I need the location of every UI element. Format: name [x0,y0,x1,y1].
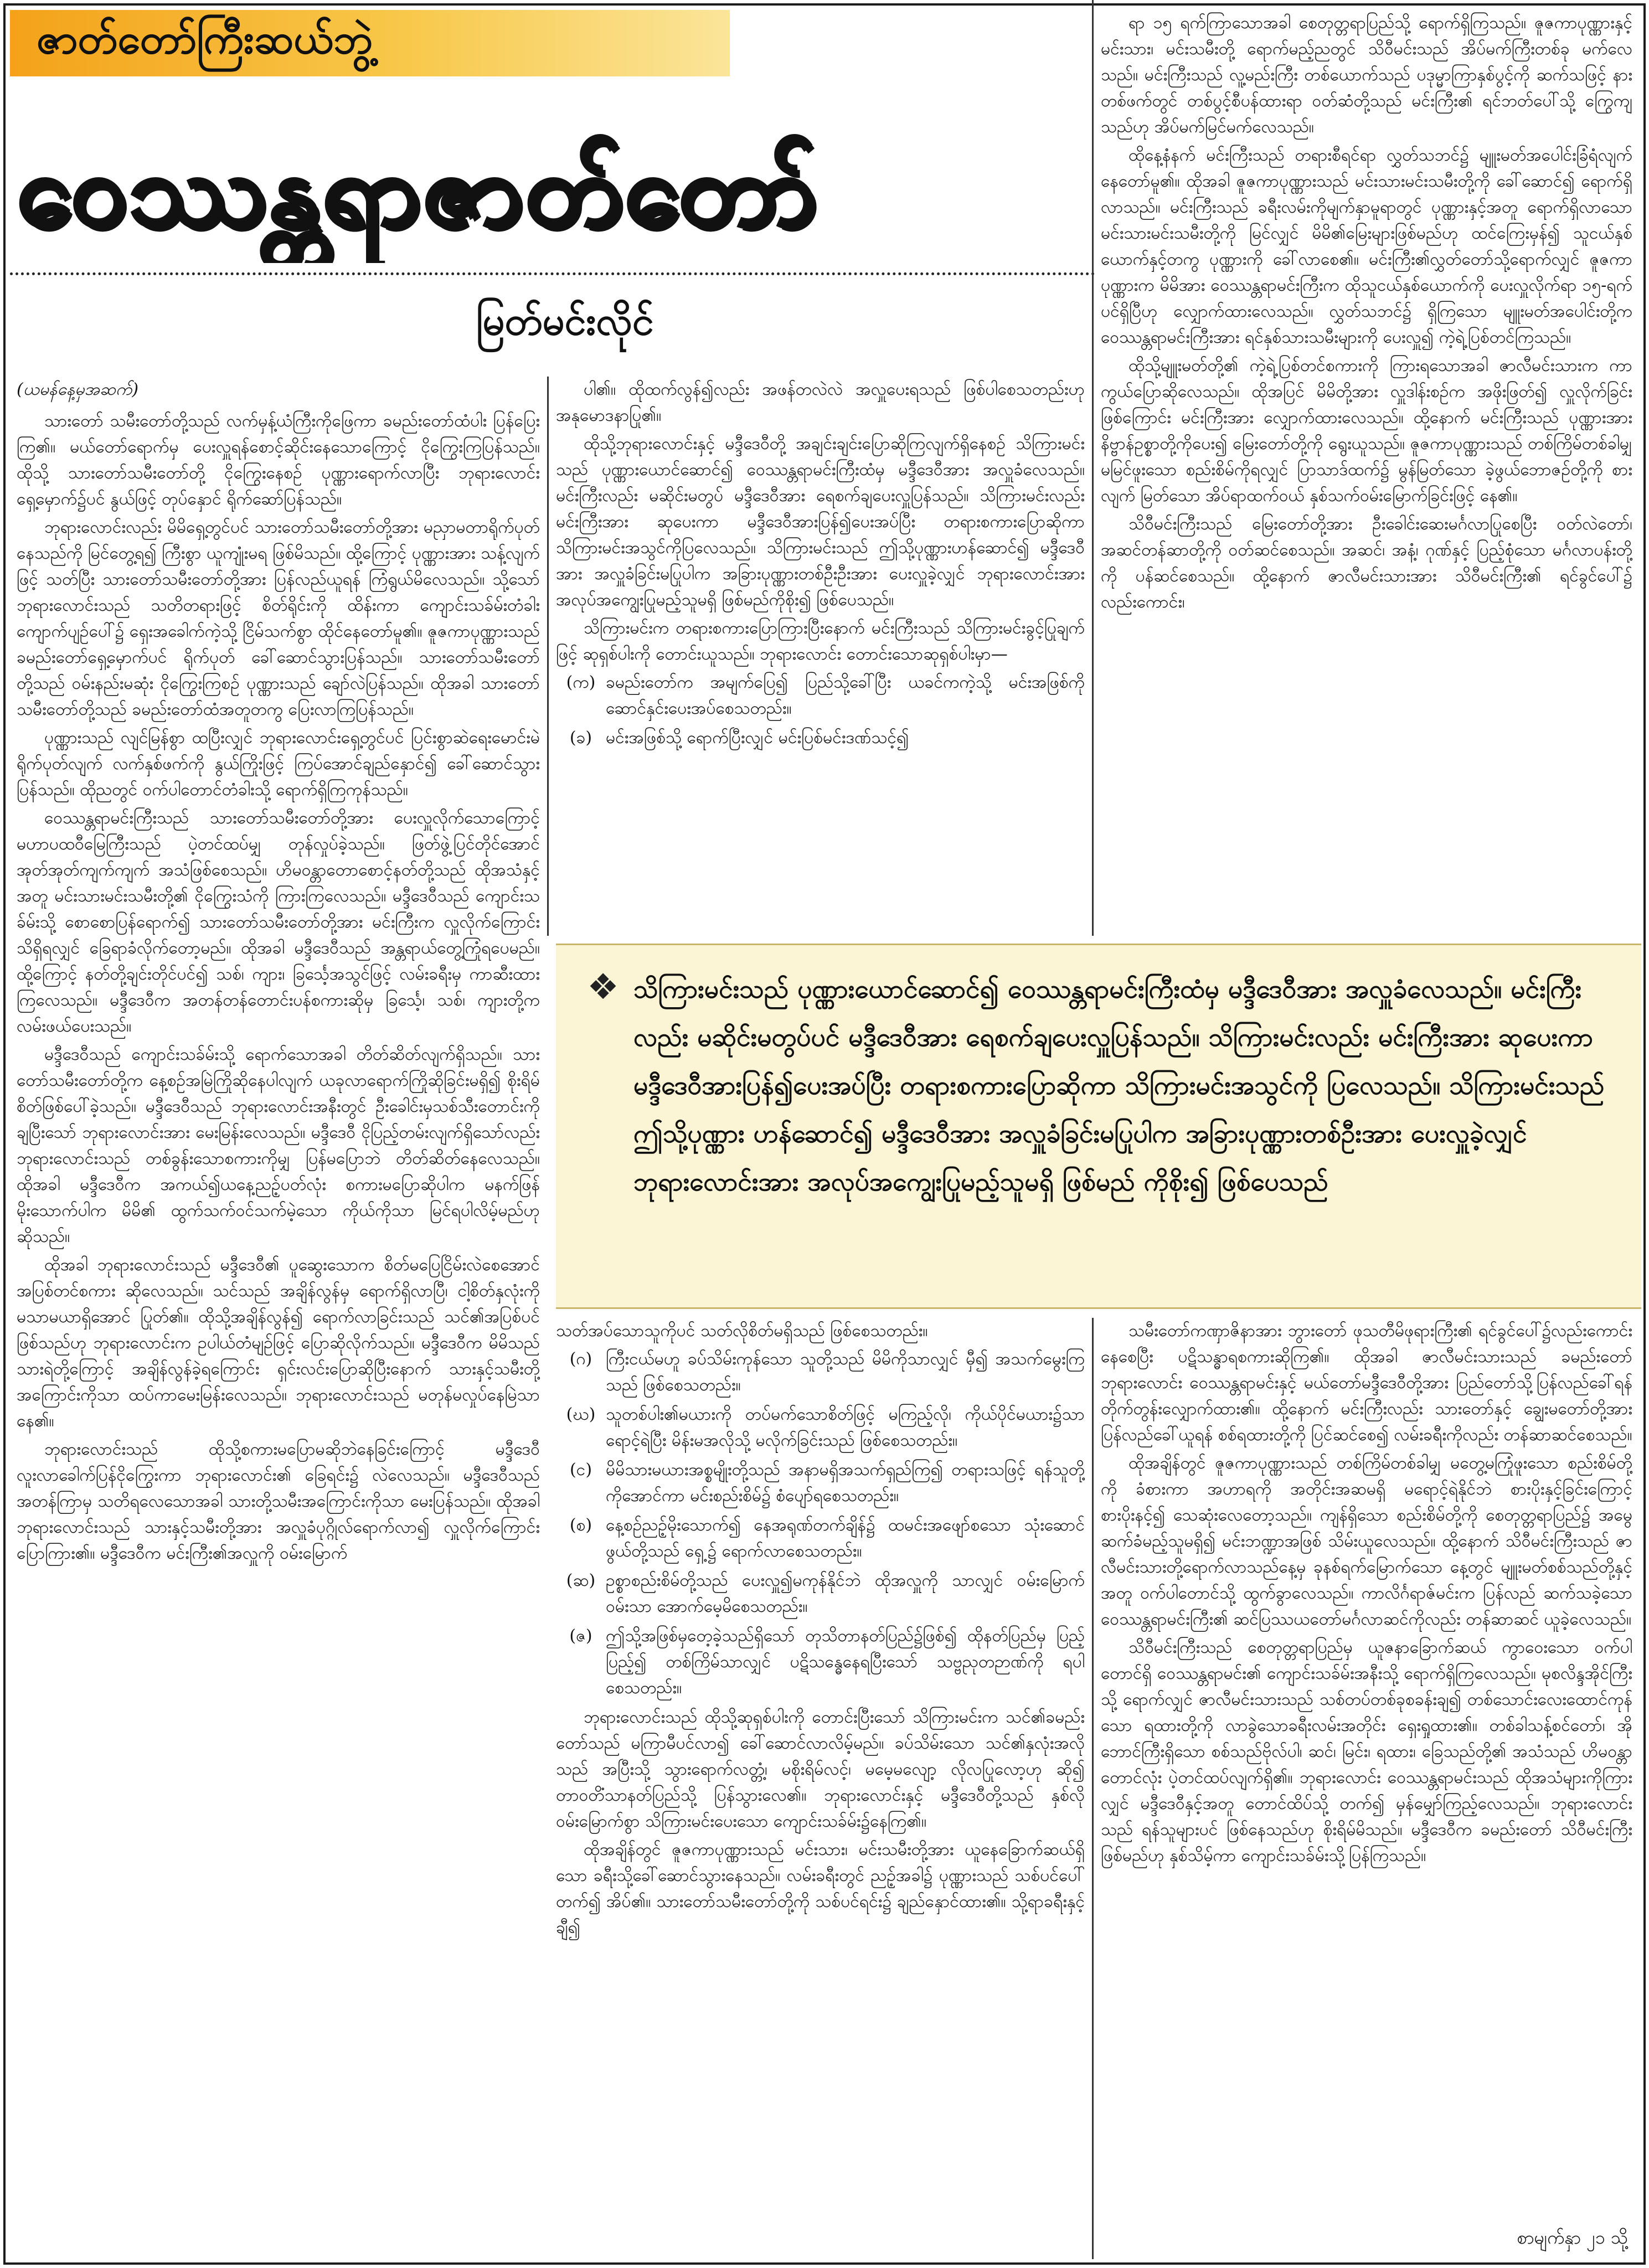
paragraph: သားတော် သမီးတော်တို့သည် လက်မှန့်ယံကြီးကိုဖြေကာ ခမည်းတော်ထံပါး ပြန်ပြေးကြ၏။ မယ်တော်ရောက်မှ ပေးလှူရန်စောင့်ဆိုင်းနေသောကြောင့် ငိုကြွေးကြပြန်သည်။ ထိုသို့ သားတော်သမီးတော်တို့ ငိုကြွေးနေစဉ် ပုဏ္ဏားရောက်လာပြီး ဘုရားလောင်းရှေ့မှောက်၌ပင် နွယ်ဖြင့် တုပ်နှောင် ရိုက်ဆော်ပြန်သည်။ [17,411,540,509]
list-item-text: မိမိသားမယားအစ္စမျိုးတို့သည် အနာမရှိအသက်ရှည်ကြ၍ တရားသဖြင့် ရန်သူတို့ကိုအောင်ကာ မင်းစည်းစိမ်၌ စံပျော်ရစေသတည်း။ [606,1460,1085,1506]
series-label: ဇာတ်တော်ကြီးဆယ်ဘွဲ့ [37,15,373,63]
paragraph: မဒ္ဒီဒေဝီသည် ကျောင်းသခ်မ်းသို့ ရောက်သောအခါ တိတ်ဆိတ်လျက်ရှိသည်။ သားတော်သမီးတော်တို့က နေ့စဉ်အမြဲကြိုဆိုနေပါလျက် ယခုလာရောက်ကြိုဆိုခြင်းမရှိ၍ စိုးရိမ်စိတ်ဖြစ်ပေါ်ခဲ့သည်။ မဒ္ဒီဒေဝီသည် ဘုရားလောင်းအနီးတွင် ဦးခေါင်းမှသစ်သီးတောင်းကို ချပြီးသော် ဘုရားလောင်းအား မေးမြန်းလေသည်။ မဒ္ဒီဒေဝီ ငိုပြည့်တမ်းလျက်ရှိသော်လည်း ဘုရားလောင်းသည် တစ်ခွန်းသောစကားကိုမျှ ပြန်မပြောဘဲ တိတ်ဆိတ်နေလေသည်။ ထိုအခါ မဒ္ဒီဒေဝီက အကယ်၍ယနေ့ညဉ့်ပတ်လုံး စကားမပြောဆိုပါက မနက်ဖြန်မိုးသောက်ပါက မိမိ၏ ထွက်သက်ဝင်သက်မဲ့သော ကိုယ်ကိုသာ မြင်ရပါလိမ့်မည်ဟု ဆိုသည်။ [17,1045,540,1246]
column-divider [1092,0,1094,936]
paragraph: ပုဏ္ဏားသည် လျင်မြန်စွာ ထပြီးလျှင် ဘုရားလောင်းရှေ့တွင်ပင် ပြင်းစွာဆဲရေးမောင်းမဲ ရိုက်ပုတ်လျက် လက်နှစ်ဖက်ကို နွယ်ကြိုးဖြင့် ကြပ်အောင်ချည်နှောင်၍ ခေါ်ဆောင်သွားပြန်သည်။ ထိုညတွင် ဝက်ပါတောင်တံခါးသို့ ရောက်ရှိကြကုန်သည်။ [17,728,540,800]
column-2-lower [556,1318,1085,2259]
column-divider [547,377,549,936]
list-item-label: (ဂ) [569,1349,592,1369]
list-item [556,1457,1085,1509]
paragraph: သတ်အပ်သောသူကိုပင် သတ်လိုစိတ်မရှိသည် ဖြစ်စေသတည်း။ [556,1321,928,1341]
list-item-label: (ဇ) [569,1626,592,1646]
paragraph: ဝေဿန္တရာမင်းကြီးသည် သားတော်သမီးတော်တို့အား ပေးလှူလိုက်သောကြောင့် မဟာပထဝီမြေကြီးသည် ပဲ့တင်ထပ်မျှ တုန်လှုပ်ခဲ့သည်။ ဖြတ်ဖွဲ့ပြင်တိုင်အောင် အုတ်အုတ်ကျက်ကျက် အသံဖြစ်စေသည်။ ဟိမဝန္တာတောစောင့်နတ်တို့သည် ထိုအသံနှင့်အတူ မင်းသားမင်းသမီးတို့၏ ငိုကြွေးသံကို ကြားကြလေသည်။ မဒ္ဒီဒေဝီသည် ကျောင်းသခ်မ်းသို့ စောစောပြန်ရောက်၍ သားတော်သမီးတော်တို့အား မင်းကြီးက လှူလိုက်ကြောင်း သိရှိရလျှင် ခြေရာခံလိုက်တော့မည်။ ထိုအခါ မဒ္ဒီဒေဝီသည် အန္တရာယ်တွေ့ကြုံရပေမည်။ ထို့ကြောင့် နတ်တို့ချင်းတိုင်ပင်၍ သစ်၊ ကျား၊ ခြင်္သေ့အသွင်ဖြင့် လမ်းခရီးမှ ကာဆီးထားကြလေသည်။ မဒ္ဒီဒေဝီက အတန်တန်တောင်းပန်စကားဆိုမှ ခြင်္သေ့၊ သစ်၊ ကျားတို့က လမ်းဖယ်ပေးသည်။ [17,808,540,1036]
paragraph: သိဝီမင်းကြီးသည် စေတုတ္တရာပြည်မှ ယူဇနာခြောက်ဆယ် ကွာဝေးသော ဝက်ပါတောင်ရှိ ဝေဿန္တရာမင်း၏ ကျောင်းသခ်မ်းအနီးသို့ ရောက်ရှိကြလေသည်။ မုစလိန္ဒအိုင်ကြီးသို့ ရောက်လျှင် ဇာလီမင်းသားသည် သစ်တပ်တစ်ခုစခန်းချ၍ တစ်သောင်းလေးထောင်ကုန်သော ရထားတို့ကို လာခွဲသောခရီးလမ်းအတိုင်း ရှေးရှုထား၏။ တစ်ခါသန့်စင်တော်၊ အိုဘောင်ကြီးရှိသော စစ်သည်ဗိုလ်ပါ၊ ဆင်၊ မြင်း၊ ရထား၊ ခြေသည်တို့၏ အသံသည် ဟိမဝန္တာတောင်လုံး ပဲ့တင်ထပ်လျက်ရှိ၏။ ဘုရားလောင်း ဝေဿန္တရာမင်းသည် ထိုအသံများကိုကြားလျှင် မဒ္ဒီဒေဝီနှင့်အတူ တောင်ထိပ်သို့ တက်၍ မှန်မျှော်ကြည့်လေသည်။ ဘုရားလောင်းသည် ရန်သူများပင် ဖြစ်နေသည်ဟု စိုးရိမ်မိသည်။ မဒ္ဒီဒေဝီက ခမည်းတော် သိဝီမင်းကြီး ဖြစ်မည်ဟု နှစ်သိမ့်ကာ ကျောင်းသခ်မ်းသို့ပြန်ကြသည်။ [1101,1638,1632,1865]
list-item-label: (ဃ) [566,1405,596,1424]
list-item-label: (က) [566,673,596,692]
author-byline: မြတ်မင်းလိုင် [476,298,654,344]
list-item-text: ကြီးငယ်မဟူ ခပ်သိမ်းကုန်သော သူတို့သည် မိမိကိုသာလျှင် မှီ၍ အသက်မွေးကြသည် ဖြစ်စေသတည်း။ [606,1349,1085,1395]
pull-quote [556,944,1641,1309]
list-item [556,1568,1085,1620]
list-item [556,725,1085,751]
list-item [556,1623,1085,1701]
paragraph: ဘုရားလောင်းလည်း မိမိရှေ့တွင်ပင် သားတော်သမီးတော်တို့အား မညှာမတာရိုက်ပုတ်နေသည်ကို မြင်တွေ့ရ၍ ကြီးစွာ ယူကျုံးမရ ဖြစ်မိသည်။ ထို့ကြောင့် ပုဏ္ဏားအား သန့်လျက်ဖြင့် သတ်ပြီး သားတော်သမီးတော်တို့အား ပြန်လည်ယူရန် ကြံရွယ်မိလေသည်။ သို့သော် ဘုရားလောင်းသည် သတိတရားဖြင့် စိတ်ရိုင်းကို ထိန်းကာ ကျောင်းသခ်မ်းတံခါး ကျောက်ပျဉ်ပေါ်၌ ရှေးအခေါက်ကဲ့သို့ ငြိမ်သက်စွာ ထိုင်နေတော်မူ၏။ ဇူဇကာပုဏ္ဏားသည် ခမည်းတော်ရှေ့မှောက်ပင် ရိုက်ပုတ် ခေါ်ဆောင်သွားပြန်သည်။ သားတော်သမီးတော်တို့သည် ဝမ်းနည်းမဆုံး ငိုကြွေးကြစဉ် ပုဏ္ဏားသည် ချော်လဲပြန်သည်။ ထိုအခါ သားတော်သမီးတော်တို့သည် ခမည်းတော်ထံအတူတကွ ပြေးလာကြပြန်သည်။ [17,518,540,719]
article-title: ဝေဿန္တရာဇာတ်တော် [17,133,819,249]
list-item-label: (စ) [569,1516,592,1535]
column-3 [1101,10,1632,935]
paragraph: သမီးတော်ကဏှာဇိနာအား ဘွားတော် ဖုသတီမိဖုရားကြီး၏ ရင်ခွင်ပေါ်၌လည်းကောင်းနေစေပြီး ပဋိသန္ဓာရစကားဆိုကြ၏။ ထိုအခါ ဇာလီမင်းသားသည် ခမည်းတော်ဘုရားလောင်း ဝေဿန္တရာမင်းနှင့် မယ်တော်မဒ္ဒီဒေဝီတို့အား ပြည်တော်သို့ပြန်လည်ခေါ်ရန် တိုက်တွန်းလျှောက်ထား၏။ ထို့နောက် မင်းကြီးလည်း သားတော်နှင့် ချွေးမတော်တို့အား ပြန်လည်ခေါ်ယူရန် စစ်ရထားတို့ကို ပြင်ဆင်စေ၍ လမ်းခရီးကိုလည်း တန်ဆာဆင်စေသည်။ [1101,1321,1632,1445]
wish-list [556,669,1085,751]
paragraph: သိကြားမင်းက တရားစကားပြောကြားပြီးနောက် မင်းကြီးသည် သိကြားမင်းခွင့်ပြုချက်ဖြင့် ဆုရှစ်ပါးကို တောင်းယူသည်။ ဘုရားလောင်း တောင်းသောဆုရှစ်ပါးမှာ— [556,618,1085,664]
list-item-text: ခမည်းတော်က အမျက်ပြေ၍ ပြည်သို့ခေါ်ပြီး ယခင်ကကဲ့သို့ မင်းအဖြစ်ကို ဆောင်နှင်းပေးအပ်စေသတည်း။ [606,673,1085,718]
paragraph: ထိုအခါ ဘုရားလောင်းသည် မဒ္ဒီဒေဝီ၏ ပူဆွေးသောက စိတ်မပြေငြိမ်းလဲစေအောင် အပြစ်တင်စကား ဆိုလေသည်။ သင်သည် အချိန်လွန်မှ ရောက်ရှိလာပြီ၊ ငါ့စိတ်နှလုံးကို မသာမယာရှိအောင် ပြုတ်၏။ ထိုသို့အချိန်လွန်၍ ရောက်လာခြင်းသည် သင်၏အပြစ်ပင် ဖြစ်သည်ဟု ဘုရားလောင်းက ဥပါယ်တံမျဉ်ဖြင့် ပြောဆိုလိုက်သည်။ မဒ္ဒီဒေဝီက မိမိသည် သားရဲတို့ကြောင့် အချိန်လွန်ခဲ့ရကြောင်း ရှင်းလင်းပြောဆိုပြီးနောက် သားနှင့်သမီးတို့အကြောင်းကိုသာ ထပ်ကာမေးမြန်းလေသည်။ ဘုရားလောင်းသည် မတုန်မလှုပ်နေမြဲသာနေ၏။ [17,1255,540,1431]
diamond-bullet-icon: ❖ [587,967,619,1008]
paragraph: သိဝီမင်းကြီးသည် မြေးတော်တို့အား ဦးခေါင်းဆေးမင်္ဂလာပြုစေပြီး ဝတ်လဲတော်၊ အဆင်တန်ဆာတို့ကို ဝတ်ဆင်စေသည်။ အဆင်၊ အနံ့၊ ဂုဏ်နှင့် ပြည့်စုံသော မင်္ဂလာပန်းတို့ကို ပန်ဆင်စေသည်။ ထို့နောက် ဇာလီမင်းသားအား သိဝီမင်းကြီး၏ ရင်ခွင်ပေါ်၌ လည်းကောင်း၊ [1101,514,1632,612]
list-item-label: (ဆ) [566,1571,596,1590]
list-item [556,1401,1085,1453]
paragraph: ဘုရားလောင်းသည် ထိုသို့စကားမပြောမဆိုဘဲနေခြင်းကြောင့် မဒ္ဒီဒေဝီ လူးလာခေါက်ပြန်ငိုကြွေးကာ ဘုရားလောင်း၏ ခြေရင်း၌ လဲလေသည်။ မဒ္ဒီဒေဝီသည် အတန်ကြာမှ သတိရလေသောအခါ သားတို့သမီးအကြောင်းကိုသာ မေးပြန်သည်။ ထိုအခါ ဘုရားလောင်းသည် သားနှင့်သမီးတို့အား အလှူခံပုဂ္ဂိုလ်ရောက်လာ၍ လှူလိုက်ကြောင်း ပြောကြား၏။ မဒ္ဒီဒေဝီက မင်းကြီး၏အလှူကို ဝမ်းမြောက် [17,1440,540,1563]
list-item-label: (င) [569,1460,592,1480]
series-label-banner [10,10,730,76]
list-item-text: မင်းအဖြစ်သို့ ရောက်ပြီးလျှင် မင်းပြစ်မင်းဒဏ်သင့်၍ [606,728,909,748]
list-item [556,669,1085,721]
list-item-label: (ခ) [569,728,592,748]
list-item [556,1346,1085,1398]
column-2 [556,377,1085,936]
paragraph: ရာ ၁၅ ရက်ကြာသောအခါ စေတုတ္တရာပြည်သို့ ရောက်ရှိကြသည်။ ဇူဇကာပုဏ္ဏားနှင့် မင်းသား၊ မင်းသမီးတို့ ရောက်မည့်ညတွင် သိဝီမင်းသည် အိပ်မက်ကြီးတစ်ခု မက်လေသည်။ မင်းကြီးသည် လူ့မည်းကြီး တစ်ယောက်သည် ပဒုမ္မာကြာနှစ်ပွင့်ကို ဆက်သဖြင့် နားတစ်ဖက်တွင် တစ်ပွင့်စီပန်ထားရာ ဝတ်ဆံတို့သည် မင်းကြီး၏ ရင်ဘတ်ပေါ်သို့ ကြွေကျသည်ဟု အိပ်မက်မြင်မက်လေသည်။ [1101,13,1632,137]
pull-quote-text: သိကြားမင်းသည် ပုဏ္ဏားယောင်ဆောင်၍ ဝေဿန္တရာမင်းကြီးထံမှ မဒ္ဒီဒေဝီအား အလှူခံလေသည်။ မင်းကြီးလည်း မဆိုင်းမတွပ်ပင် မဒ္ဒီဒေဝီအား ရေစက်ချပေးလှူပြန်သည်။ သိကြားမင်းလည်း မင်းကြီးအား ဆုပေးကာ မဒ္ဒီဒေဝီအားပြန်၍ပေးအပ်ပြီး တရားစကားပြောဆိုကာ သိကြားမင်းအသွင်ကို ပြလေသည်။ သိကြားမင်းသည် ဤသို့ပုဏ္ဏား ဟန်ဆောင်၍ မဒ္ဒီဒေဝီအား အလှူခံခြင်းမပြုပါက အခြားပုဏ္ဏားတစ်ဦးအား ပေးလှူခဲ့လျှင် ဘုရားလောင်းအား အလုပ်အကျွေးပြုမည့်သူမရှိ ဖြစ်မည် ကိုစိုး၍ ဖြစ်ပေသည် [633,974,1605,1197]
paragraph: ထိုအချိန်တွင် ဇူဇကာပုဏ္ဏားသည် တစ်ကြိမ်တစ်ခါမျှ မတွေ့မကြုံဖူးသော စည်းစိမ်တို့ကို ခံစားကာ အဟာရကို အတိုင်းအဆမရှိ မရောင့်ရဲနိုင်ဘဲ စားပိုးနှင့်ခြင်းကြောင့် စားပိုးနင့်၍ သေဆုံးလေတော့သည်။ ကျန်ရှိသော စည်းစိမ်တို့ကို စေတုတ္တရာပြည်၌ အမွေဆက်ခံမည့်သူမရှိ၍ မင်းဘဏ္ဍာအဖြစ် သိမ်းယူလေသည်။ ထို့နောက် သိဝီမင်းကြီးသည် ဇာလီမင်းသားတို့ရောက်လာသည်နေ့မှ ခုနစ်ရက်မြောက်သော နေ့တွင် မျူးမတ်စစ်သည်တို့နှင့်အတူ ဝက်ပါတောင်သို့ ထွက်ခွာလေသည်။ ကာလိင်္ဂရာဇ်မင်းက ပြန်လည် ဆက်သခဲ့သော ဝေဿန္တရာမင်းကြီး၏ ဆင်ပြဿယတော်မင်္ဂလာဆင်ကိုလည်း တန်ဆာဆင် ယူခဲ့လေသည်။ [1101,1453,1632,1629]
column-divider [1092,1318,1094,2259]
continued-on-page: စာမျက်နှာ ၂၁ သို့ [1517,2227,1628,2248]
list-item-text: ဤသို့အဖြစ်မှတေ့ခဲ့သည်ရှိသော် တုသိတာနတ်ပြည်၌ဖြစ်၍ ထိုနတ်ပြည်မှ ပြည့်ပြည့်၍ တစ်ကြိမ်သာလျှင် ပဋိသန္ဓေနေရပြီးသော် သဗ္ဗညုတဉာဏ်ကို ရပါစေသတည်း။ [606,1626,1085,1698]
list-item-text: ဥစ္စာစည်းစိမ်တို့သည် ပေးလှူ၍မကုန်နိုင်ဘဲ ထိုအလှူကို သာလျှင် ဝမ်းမြောက်ဝမ်းသာ အောက်မေ့မိစေသတည်း။ [606,1571,1085,1616]
wish-list [556,1346,1085,1701]
paragraph: ထိုနေ့နံနက် မင်းကြီးသည် တရားစီရင်ရာ လွှတ်သဘင်၌ မျူးမတ်အပေါင်းခြံရံလျက် နေတော်မူ၏။ ထိုအခါ ဇူဇကာပုဏ္ဏားသည် မင်းသားမင်းသမီးတို့ကို ခေါ်ဆောင်၍ ရောက်ရှိလာသည်။ မင်းကြီးသည် ခရီးလမ်းကိုမျက်နှာမူရာတွင် ပုဏ္ဏားနှင့်အတူ ရောက်ရှိလာသော မင်းသားမင်းသမီးတို့ကို မြင်လျှင် မိမိ၏မြေးများဖြစ်မည်ဟု ထင်ကြေးမှန်၍ သူငယ်နှစ်ယောက်နှင့်တကွ ပုဏ္ဏားကို ခေါ်လာစေ၏။ မင်းကြီး၏လွှတ်တော်သို့ရောက်လျှင် ဇူဇကာပုဏ္ဏားက မိမိအား ဝေဿန္တရာမင်းကြီးက ထိုသူငယ်နှစ်ယောက်ကို ပေးလှူလိုက်ရာ ၁၅-ရက်ပင်ရှိပြီဟု လျှောက်ထားလေသည်။ လွှတ်သဘင်၌ ရှိကြသော မျူးမတ်အပေါင်းတို့က ဝေဿန္တရာမင်းကြီးအား ရင်နှစ်သားသမီးများကို ပေးလှူ၍ ကဲ့ရဲ့ပြစ်တင်ကြသည်။ [1101,146,1632,347]
paragraph: ထိုသို့မျူးမတ်တို့၏ ကဲ့ရဲ့ပြစ်တင်စကားကို ကြားရသောအခါ ဇာလီမင်းသားက ကာကွယ်ပြောဆိုလေသည်။ ထိုအပြင် မိမိတို့အား လှူဒါန်းစဉ်က အဖိုးဖြတ်၍ လှူလိုက်ခြင်းဖြစ်ကြောင်း မင်းကြီးအား လျှောက်ထားလေသည်။ ထို့နောက် မင်းကြီးသည် ပုဏ္ဏားအားနိဗ္ဗာန်ဥစ္စာတို့ကိုပေး၍ မြေးတော်တို့ကို ရွေးယူသည်။ ဇူဇကာပုဏ္ဏားသည် တစ်ကြိမ်တစ်ခါမျှ မမြင်ဖူးသော စည်းစိမ်ကိုရလျှင် ပြာသာဒ်ထက်၌ မွန်မြတ်သော ခဲ့ဖွယ်ဘောဇဉ်တို့ကို စားလျက် မြတ်သော အိပ်ရာထက်ဝယ် နှစ်သက်ဝမ်းမြောက်ခြင်းဖြင့် နေ၏။ [1101,356,1632,506]
paragraph: ပါ၏။ ထိုထက်လွန်၍လည်း အဖန်တလဲလဲ အလှူပေးရသည် ဖြစ်ပါစေသတည်းဟု အနုမောဒနာပြု၏။ [556,380,1085,425]
header-divider [10,272,1095,275]
list-item [556,1512,1085,1564]
list-item-text: နေ့စဉ်ညဉ့်မိုးသောက်၍ နေအရုဏ်တက်ချိန်၌ ထမင်းအဖျော်စသော သုံးဆောင်ဖွယ်တို့သည် ရှေ့၌ ရောက်လာစေသတည်း။ [606,1516,1085,1561]
column-1 [17,377,540,2254]
continued-caption: (ယမန်နေ့မှအဆက်) [17,380,139,399]
paragraph: ဘုရားလောင်းသည် ထိုသို့ဆုရှစ်ပါးကို တောင်းပြီးသော် သိကြားမင်းက သင်၏ခမည်းတော်သည် မကြာမီပင်လာ၍ ခေါ်ဆောင်လာလိမ့်မည်။ ခပ်သိမ်းသော သင်၏နှလုံးအလိုသည် အပြီးသို့ သွားရောက်လတ္တံ့၊ မစိုးရိမ်လင့်၊ မမေ့မလျော့ လိုလပြုလော့ဟု ဆို၍ တာဝတိံသာနတ်ပြည်သို့ ပြန်သွားလေ၏။ ဘုရားလောင်းနှင့် မဒ္ဒီဒေဝီတို့သည် နှစ်လိုဝမ်းမြောက်စွာ သိကြားမင်းပေးသော ကျောင်းသခ်မ်း၌နေကြ၏။ [556,1708,1085,1831]
paragraph: ထိုအချိန်တွင် ဇူဇကာပုဏ္ဏားသည် မင်းသား၊ မင်းသမီးတို့အား ယူနေခြောက်ဆယ်ရှိသော ခရီးသို့ခေါ်ဆောင်သွားနေသည်။ လမ်းခရီးတွင် ညဉ့်အခါ၌ ပုဏ္ဏားသည် သစ်ပင်ပေါ်တက်၍ အိပ်၏။ သားတော်သမီးတော်တို့ကို သစ်ပင်ရင်း၌ ချည်နှောင်ထား၏။ သို့ရာခရီးနှင့်ချီ၍ [556,1840,1085,1937]
list-item-text: သူတစ်ပါး၏မယားကို တပ်မက်သောစိတ်ဖြင့် မကြည့်လို၊ ကိုယ်ပိုင်မယား၌သာ ရောင့်ရဲပြီး မိန်းမအလိုသို့ မလိုက်ခြင်းသည် ဖြစ်စေသတည်း။ [606,1405,1085,1450]
paragraph: ထိုသို့ဘုရားလောင်းနှင့် မဒ္ဒီဒေဝီတို့ အချင်းချင်းပြောဆိုကြလျက်ရှိနေစဉ် သိကြားမင်းသည် ပုဏ္ဏားယောင်ဆောင်၍ ဝေဿန္တရာမင်းကြီးထံမှ မဒ္ဒီဒေဝီအား အလှူခံလေသည်။ မင်းကြီးလည်း မဆိုင်းမတွပ် မဒ္ဒီဒေဝီအား ရေစက်ချပေးလှူပြန်သည်။ သိကြားမင်းလည်း မင်းကြီးအား ဆုပေးကာ မဒ္ဒီဒေဝီအားပြန်၍ပေးအပ်ပြီး တရားစကားပြောဆိုကာ သိကြားမင်းအသွင်ကိုပြလေသည်။ သိကြားမင်းသည် ဤသို့ပုဏ္ဏားဟန်ဆောင်၍ မဒ္ဒီဒေဝီအား အလှူခံခြင်းမပြုပါက အခြားပုဏ္ဏားတစ်ဦးဦးအား ပေးလှူခဲ့လျှင် ဘုရားလောင်းအား အလုပ်အကျွေးပြုမည့်သူမရှိ ဖြစ်မည်ကိုစိုး၍ ဖြစ်ပေသည်။ [556,434,1085,610]
column-3-lower [1101,1318,1632,2220]
